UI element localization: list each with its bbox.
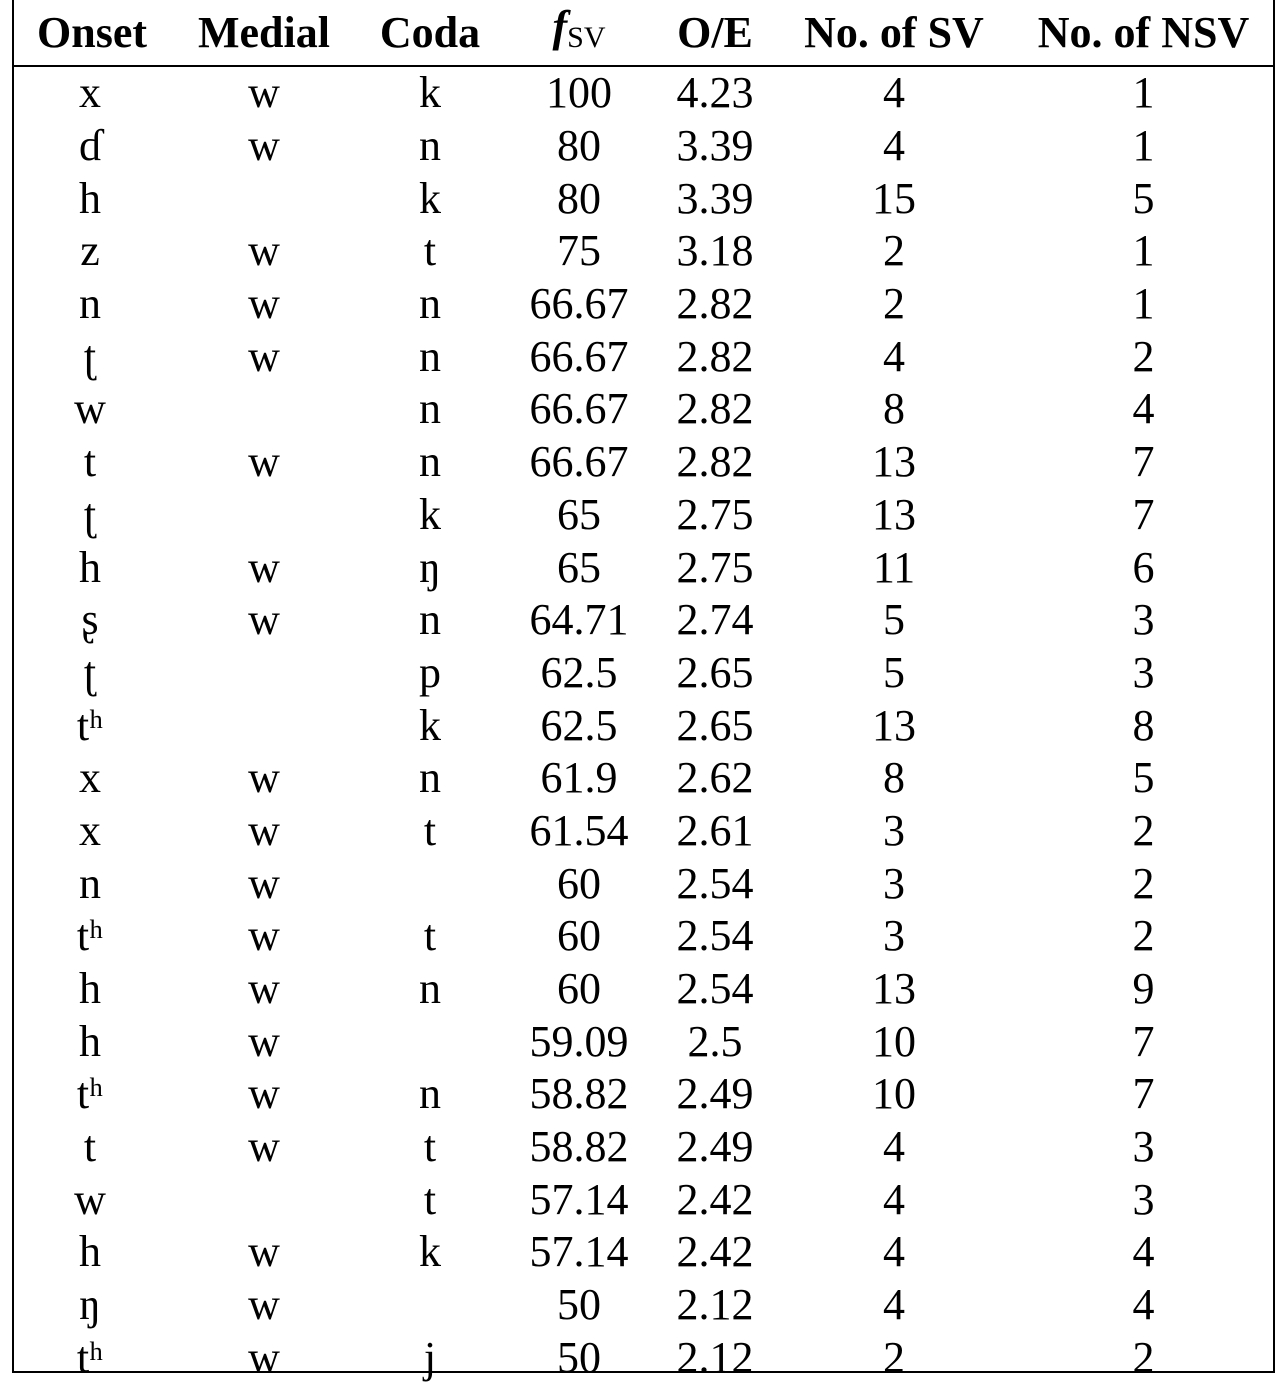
table-row [14, 752, 1273, 805]
no-nsv-cell: 4 [1014, 1226, 1273, 1279]
table-row [14, 541, 1273, 594]
coda-cell [358, 1279, 502, 1332]
no-nsv-cell: 2 [1014, 805, 1273, 858]
medial-cell: w [170, 1332, 358, 1384]
fsv-cell: 50 [502, 1332, 656, 1384]
table-row [14, 1173, 1273, 1226]
coda-cell: n [358, 1068, 502, 1121]
onset-cell: h [14, 1226, 170, 1279]
no-nsv-cell: 7 [1014, 436, 1273, 489]
no-nsv-cell: 3 [1014, 647, 1273, 700]
onset-cell: h [14, 172, 170, 225]
coda-cell: n [358, 278, 502, 331]
medial-cell: w [170, 330, 358, 383]
medial-cell: w [170, 278, 358, 331]
oe-cell: 2.12 [656, 1332, 774, 1384]
oe-cell: 2.49 [656, 1068, 774, 1121]
onset-cell: h [14, 541, 170, 594]
no-nsv-cell: 5 [1014, 172, 1273, 225]
onset-cell: ʂ [14, 594, 170, 647]
header-no-sv: No. of SV [774, 0, 1014, 66]
fsv-cell: 61.9 [502, 752, 656, 805]
table-row [14, 1332, 1273, 1384]
no-sv-cell: 4 [774, 1279, 1014, 1332]
no-sv-cell: 2 [774, 225, 1014, 278]
medial-cell: w [170, 857, 358, 910]
table-row [14, 594, 1273, 647]
table-row [14, 383, 1273, 436]
fsv-cell: 65 [502, 541, 656, 594]
no-nsv-cell: 3 [1014, 1173, 1273, 1226]
onset-cell: x [14, 752, 170, 805]
no-sv-cell: 3 [774, 910, 1014, 963]
onset-cell: tʰ [14, 1068, 170, 1121]
oe-cell: 3.18 [656, 225, 774, 278]
no-nsv-cell: 7 [1014, 1068, 1273, 1121]
no-nsv-cell: 7 [1014, 1015, 1273, 1068]
oe-cell: 2.49 [656, 1121, 774, 1174]
medial-cell: w [170, 910, 358, 963]
medial-cell [170, 489, 358, 542]
syllable-table [14, 0, 1273, 1384]
fsv-cell: 66.67 [502, 383, 656, 436]
medial-cell: w [170, 120, 358, 173]
oe-cell: 2.82 [656, 436, 774, 489]
oe-cell: 2.5 [656, 1015, 774, 1068]
table-row [14, 1068, 1273, 1121]
no-nsv-cell: 7 [1014, 489, 1273, 542]
onset-cell: h [14, 963, 170, 1016]
onset-cell: ʈ [14, 330, 170, 383]
medial-cell: w [170, 225, 358, 278]
oe-cell: 2.82 [656, 330, 774, 383]
medial-cell [170, 647, 358, 700]
onset-cell: x [14, 66, 170, 120]
fsv-cell: 62.5 [502, 647, 656, 700]
coda-cell: n [358, 963, 502, 1016]
coda-cell: t [358, 225, 502, 278]
no-nsv-cell: 2 [1014, 857, 1273, 910]
medial-cell: w [170, 1121, 358, 1174]
fsv-cell: 75 [502, 225, 656, 278]
oe-cell: 2.74 [656, 594, 774, 647]
coda-cell: t [358, 910, 502, 963]
oe-cell: 2.54 [656, 910, 774, 963]
coda-cell: n [358, 752, 502, 805]
fsv-cell: 57.14 [502, 1226, 656, 1279]
oe-cell: 2.75 [656, 541, 774, 594]
coda-cell: n [358, 383, 502, 436]
fsv-cell: 58.82 [502, 1068, 656, 1121]
no-nsv-cell: 2 [1014, 1332, 1273, 1384]
header-no-nsv: No. of NSV [1014, 0, 1273, 66]
coda-cell: n [358, 120, 502, 173]
table-row [14, 66, 1273, 120]
onset-cell: tʰ [14, 910, 170, 963]
oe-cell: 2.42 [656, 1173, 774, 1226]
header-onset: Onset [14, 0, 170, 66]
oe-cell: 4.23 [656, 66, 774, 120]
fsv-cell: 80 [502, 172, 656, 225]
table-row [14, 120, 1273, 173]
no-nsv-cell: 6 [1014, 541, 1273, 594]
no-nsv-cell: 5 [1014, 752, 1273, 805]
no-sv-cell: 8 [774, 383, 1014, 436]
coda-cell: n [358, 436, 502, 489]
oe-cell: 2.54 [656, 963, 774, 1016]
onset-cell: n [14, 857, 170, 910]
coda-cell: k [358, 489, 502, 542]
oe-cell: 2.61 [656, 805, 774, 858]
onset-cell: x [14, 805, 170, 858]
no-sv-cell: 4 [774, 1121, 1014, 1174]
fsv-cell: 58.82 [502, 1121, 656, 1174]
onset-cell: ŋ [14, 1279, 170, 1332]
no-nsv-cell: 3 [1014, 1121, 1273, 1174]
table-row [14, 1226, 1273, 1279]
no-nsv-cell: 1 [1014, 66, 1273, 120]
no-sv-cell: 4 [774, 1226, 1014, 1279]
medial-cell: w [170, 541, 358, 594]
onset-cell: t [14, 436, 170, 489]
medial-cell [170, 1173, 358, 1226]
no-sv-cell: 5 [774, 594, 1014, 647]
coda-cell: j [358, 1332, 502, 1384]
medial-cell: w [170, 963, 358, 1016]
coda-cell: ŋ [358, 541, 502, 594]
oe-cell: 2.75 [656, 489, 774, 542]
no-sv-cell: 4 [774, 330, 1014, 383]
onset-cell: t [14, 1121, 170, 1174]
table-row [14, 963, 1273, 1016]
coda-cell: k [358, 699, 502, 752]
no-sv-cell: 13 [774, 436, 1014, 489]
table-body [14, 66, 1273, 1384]
medial-cell: w [170, 1068, 358, 1121]
no-nsv-cell: 3 [1014, 594, 1273, 647]
coda-cell: k [358, 172, 502, 225]
no-sv-cell: 10 [774, 1015, 1014, 1068]
table-row [14, 436, 1273, 489]
medial-cell [170, 699, 358, 752]
onset-cell: ʈ [14, 489, 170, 542]
coda-cell: n [358, 330, 502, 383]
fsv-cell: 61.54 [502, 805, 656, 858]
header-oe: O/E [656, 0, 774, 66]
no-sv-cell: 11 [774, 541, 1014, 594]
coda-cell: t [358, 805, 502, 858]
no-sv-cell: 4 [774, 66, 1014, 120]
onset-cell: w [14, 1173, 170, 1226]
coda-cell: p [358, 647, 502, 700]
no-nsv-cell: 1 [1014, 225, 1273, 278]
oe-cell: 2.54 [656, 857, 774, 910]
no-sv-cell: 2 [774, 1332, 1014, 1384]
fsv-cell: 64.71 [502, 594, 656, 647]
oe-cell: 3.39 [656, 120, 774, 173]
no-sv-cell: 4 [774, 120, 1014, 173]
onset-cell: n [14, 278, 170, 331]
fsv-cell: 62.5 [502, 699, 656, 752]
no-nsv-cell: 9 [1014, 963, 1273, 1016]
oe-cell: 2.42 [656, 1226, 774, 1279]
medial-cell: w [170, 1226, 358, 1279]
oe-cell: 3.39 [656, 172, 774, 225]
no-sv-cell: 13 [774, 963, 1014, 1016]
fsv-cell: 60 [502, 910, 656, 963]
table-row [14, 1015, 1273, 1068]
header-fsv [502, 0, 656, 66]
table-row [14, 1121, 1273, 1174]
coda-cell: t [358, 1173, 502, 1226]
no-nsv-cell: 2 [1014, 910, 1273, 963]
header-fsv-sub: SV [567, 21, 605, 54]
medial-cell [170, 383, 358, 436]
no-sv-cell: 10 [774, 1068, 1014, 1121]
coda-cell: k [358, 1226, 502, 1279]
fsv-cell: 66.67 [502, 330, 656, 383]
no-nsv-cell: 1 [1014, 278, 1273, 331]
fsv-cell: 80 [502, 120, 656, 173]
no-sv-cell: 4 [774, 1173, 1014, 1226]
no-sv-cell: 5 [774, 647, 1014, 700]
fsv-cell: 100 [502, 66, 656, 120]
fsv-cell: 57.14 [502, 1173, 656, 1226]
onset-cell: z [14, 225, 170, 278]
medial-cell: w [170, 752, 358, 805]
header-coda: Coda [358, 0, 502, 66]
onset-cell: ʈ [14, 647, 170, 700]
table-row [14, 225, 1273, 278]
table-row [14, 910, 1273, 963]
header-medial: Medial [170, 0, 358, 66]
medial-cell [170, 172, 358, 225]
no-nsv-cell: 1 [1014, 120, 1273, 173]
no-nsv-cell: 2 [1014, 330, 1273, 383]
coda-cell: t [358, 1121, 502, 1174]
fsv-cell: 66.67 [502, 436, 656, 489]
table-row [14, 489, 1273, 542]
no-sv-cell: 13 [774, 699, 1014, 752]
oe-cell: 2.62 [656, 752, 774, 805]
no-sv-cell: 3 [774, 805, 1014, 858]
fsv-cell: 60 [502, 963, 656, 1016]
oe-cell: 2.82 [656, 383, 774, 436]
header-fsv-main: f [552, 2, 567, 51]
header-row [14, 0, 1273, 66]
onset-cell: h [14, 1015, 170, 1068]
no-sv-cell: 15 [774, 172, 1014, 225]
medial-cell: w [170, 805, 358, 858]
oe-cell: 2.82 [656, 278, 774, 331]
fsv-cell: 59.09 [502, 1015, 656, 1068]
table-row [14, 805, 1273, 858]
oe-cell: 2.65 [656, 647, 774, 700]
table-row [14, 647, 1273, 700]
table-header [14, 0, 1273, 66]
coda-cell: k [358, 66, 502, 120]
no-nsv-cell: 8 [1014, 699, 1273, 752]
table-row [14, 278, 1273, 331]
onset-cell: tʰ [14, 699, 170, 752]
medial-cell: w [170, 1279, 358, 1332]
table-row [14, 330, 1273, 383]
oe-cell: 2.12 [656, 1279, 774, 1332]
no-sv-cell: 8 [774, 752, 1014, 805]
table-row [14, 172, 1273, 225]
fsv-cell: 60 [502, 857, 656, 910]
no-sv-cell: 3 [774, 857, 1014, 910]
no-sv-cell: 2 [774, 278, 1014, 331]
onset-cell: ɗ [14, 120, 170, 173]
onset-cell: tʰ [14, 1332, 170, 1384]
medial-cell: w [170, 594, 358, 647]
no-nsv-cell: 4 [1014, 383, 1273, 436]
fsv-cell: 50 [502, 1279, 656, 1332]
fsv-cell: 65 [502, 489, 656, 542]
fsv-cell: 66.67 [502, 278, 656, 331]
coda-cell: n [358, 594, 502, 647]
oe-cell: 2.65 [656, 699, 774, 752]
medial-cell: w [170, 436, 358, 489]
coda-cell [358, 1015, 502, 1068]
table-row [14, 1279, 1273, 1332]
table-row [14, 857, 1273, 910]
table-row [14, 699, 1273, 752]
medial-cell: w [170, 66, 358, 120]
coda-cell [358, 857, 502, 910]
medial-cell: w [170, 1015, 358, 1068]
no-nsv-cell: 4 [1014, 1279, 1273, 1332]
onset-cell: w [14, 383, 170, 436]
no-sv-cell: 13 [774, 489, 1014, 542]
